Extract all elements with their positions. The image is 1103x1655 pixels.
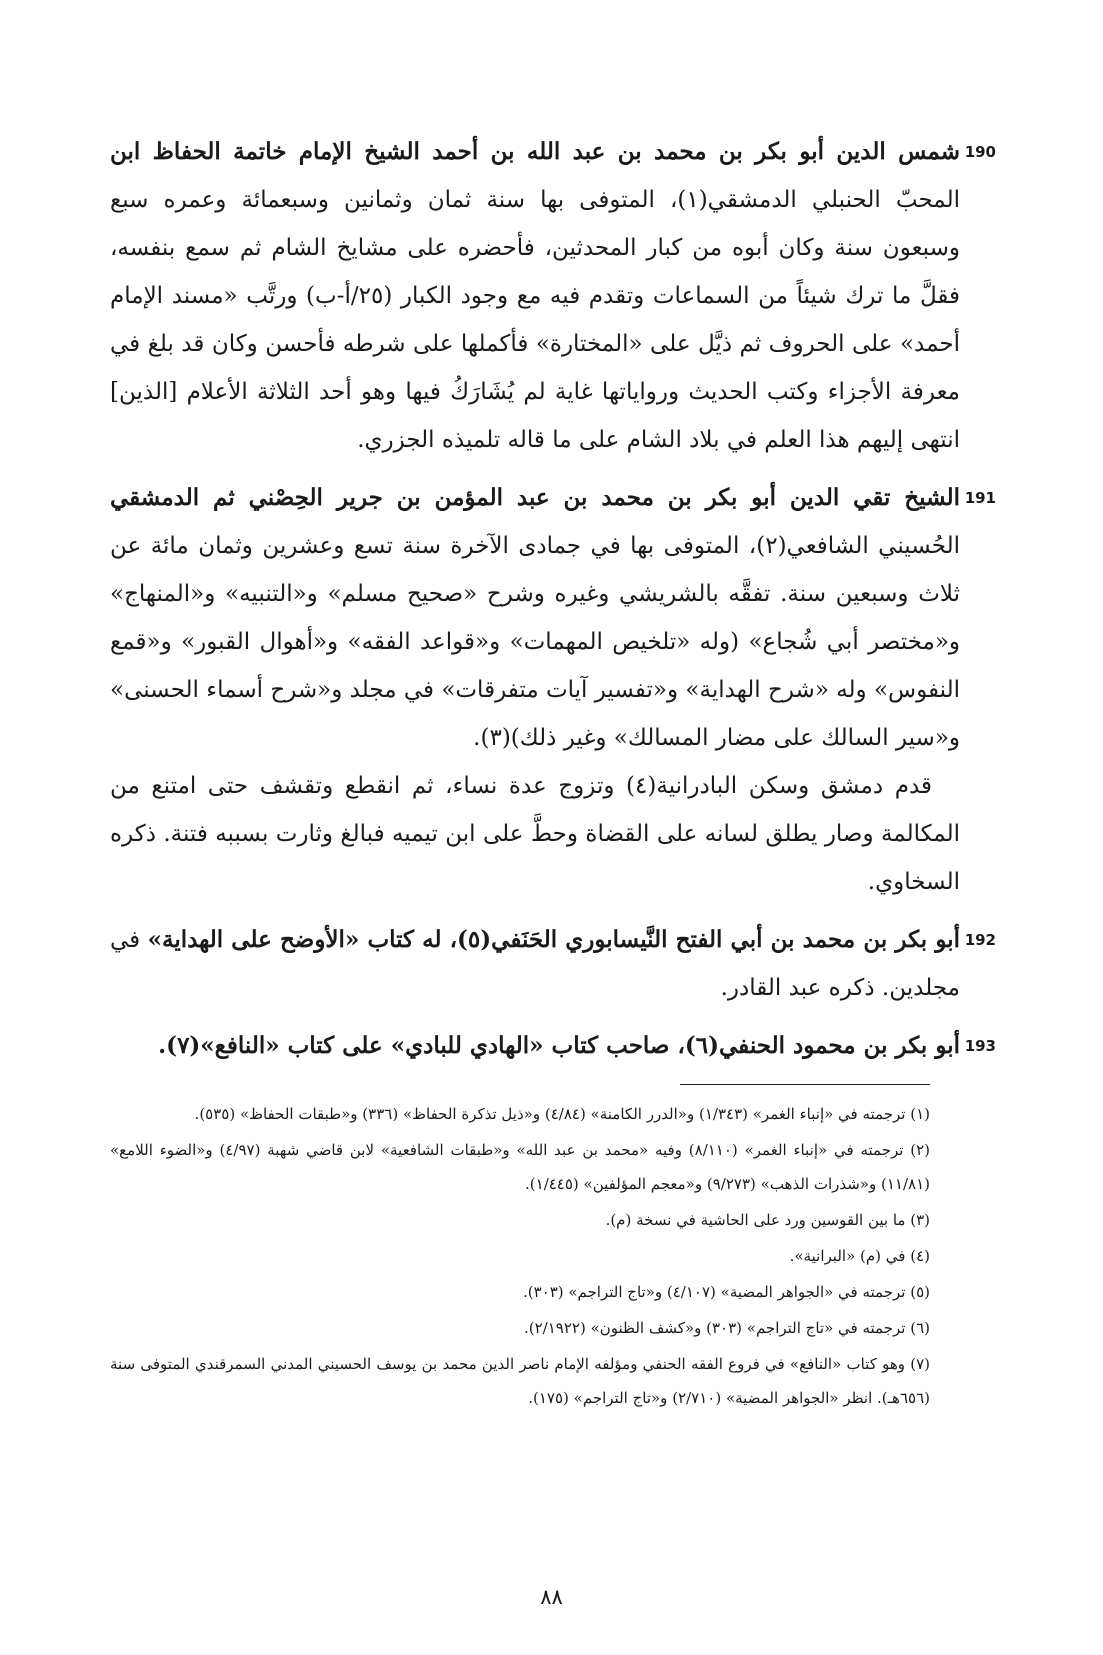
- footnote: (١) ترجمته في «إنباء الغمر» (١/٣٤٣) و«الدرر الكامنة» (٤/٨٤) و«ذيل تذكرة الحفاظ» (٣٣٦) و«طبقات الحفاظ» (٥٣٥).: [194, 1105, 930, 1123]
- entry-191: [110, 474, 996, 906]
- footnote: (٤) في (م) «البرانية».: [789, 1247, 930, 1265]
- entry-number: 191: [964, 489, 996, 507]
- entry-head: الشيخ تقي الدين أبو بكر بن محمد بن عبد المؤمن بن جرير الحِصْني ثم الدمشقي: [110, 484, 960, 511]
- entry-number: 192: [964, 931, 996, 949]
- entry-body: المحبّ الحنبلي الدمشقي(١)، المتوفى بها سنة ثمان وثمانين وسبعمائة وعمره سبع وسبعون سنة وكان أبوه من كبار المحدثين، فأحضره على مشايخ الشام ثم سمع بنفسه، فقلَّ ما ترك شيئاً من السماعات وتقدم فيه مع وجود الكبار (٢٥/أ-ب) ورتَّب «مسند الإمام أحمد» على الحروف ثم ذيَّل على «المختارة» فأكملها على شرطه فأحسن وكان قد بلغ في معرفة الأجزاء وكتب الحديث ورواياتها غاية لم يُشَارَكُ فيها وهو أحد الثلاثة الأعلام [الذين] انتهى إليهم هذا العلم في بلاد الشام على ما قاله تلميذه الجزري.: [110, 187, 960, 453]
- entry-190: [110, 128, 996, 464]
- footnote: (٢) ترجمته في «إنباء الغمر» (٨/١١٠) وفيه «محمد بن عبد الله» و«طبقات الشافعية» لابن قاضي شهبة (٤/٩٧) و«الضوء اللامع» (١١/٨١) و«شذرات الذهب» (٩/٢٧٣) و«معجم المؤلفين» (١/٤٤٥).: [110, 1141, 930, 1193]
- entry-text: [110, 128, 960, 464]
- entry-number: 190: [964, 143, 996, 161]
- footnote-divider: [680, 1084, 930, 1085]
- footnote: (٦) ترجمته في «تاج التراجم» (٣٠٣) و«كشف الظنون» (٢/١٩٢٢).: [524, 1319, 930, 1337]
- entry-body: الحُسيني الشافعي(٢)، المتوفى بها في جمادى الآخرة سنة تسع وعشرين وثمان مائة عن ثلاث وسبعين سنة. تفقَّه بالشريشي وغيره وشرح «صحيح مسلم» و«التنبيه» و«المنهاج» و«مختصر أبي شُجاع» (وله «تلخيص المهمات» و«قواعد الفقه» و«أهوال القبور» و«قمع النفوس» وله «شرح الهداية» و«تفسير آيات متفرقات» في مجلد و«شرح أسماء الحسنى» و«سير السالك على مضار المسالك» وغير ذلك)(٣).: [110, 533, 961, 751]
- page-number: ٨٨: [540, 1585, 563, 1609]
- entry-head: أبو بكر بن محمود الحنفي(٦)، صاحب كتاب «الهادي للبادي» على كتاب «النافع»(٧).: [158, 1032, 960, 1059]
- footnote: (٧) وهو كتاب «النافع» في فروع الفقه الحنفي ومؤلفه الإمام ناصر الدين محمد بن يوسف الحسيني المدني السمرقندي المتوفى سنة (٦٥٦هـ). انظر «الجواهر المضية» (٢/٧١٠) و«تاج التراجم» (١٧٥).: [110, 1355, 930, 1407]
- main-text: [110, 128, 996, 1080]
- entry-text: [110, 916, 960, 1012]
- entry-text: [110, 1022, 960, 1070]
- entry-number: 193: [964, 1037, 996, 1055]
- entry-head: أبو بكر بن محمد بن أبي الفتح النَّيسابوري الحَنَفي(٥)، له كتاب «الأوضح على الهداية»: [147, 926, 960, 953]
- entry-continuation: قدم دمشق وسكن البادرانية(٤) وتزوج عدة نساء، ثم انقطع وتقشف حتى امتنع من المكالمة وصار يطلق لسانه على القضاة وحطَّ على ابن تيميه فبالغ وثارت بسببه فتنة. ذكره السخاوي.: [110, 773, 960, 895]
- entry-head: شمس الدين أبو بكر بن محمد بن عبد الله بن أحمد الشيخ الإمام خاتمة الحفاظ ابن: [110, 138, 960, 165]
- footnotes: [110, 1097, 930, 1417]
- footnote: (٥) ترجمته في «الجواهر المضية» (٤/١٠٧) و«تاج التراجم» (٣٠٣).: [522, 1283, 930, 1301]
- footnote: (٣) ما بين القوسين ورد على الحاشية في نسخة (م).: [605, 1211, 930, 1229]
- entry-text: [110, 474, 960, 762]
- entry-193: [110, 1022, 996, 1070]
- entry-body: في مجلدين. ذكره عبد القادر.: [110, 927, 960, 1001]
- entry-192: [110, 916, 996, 1012]
